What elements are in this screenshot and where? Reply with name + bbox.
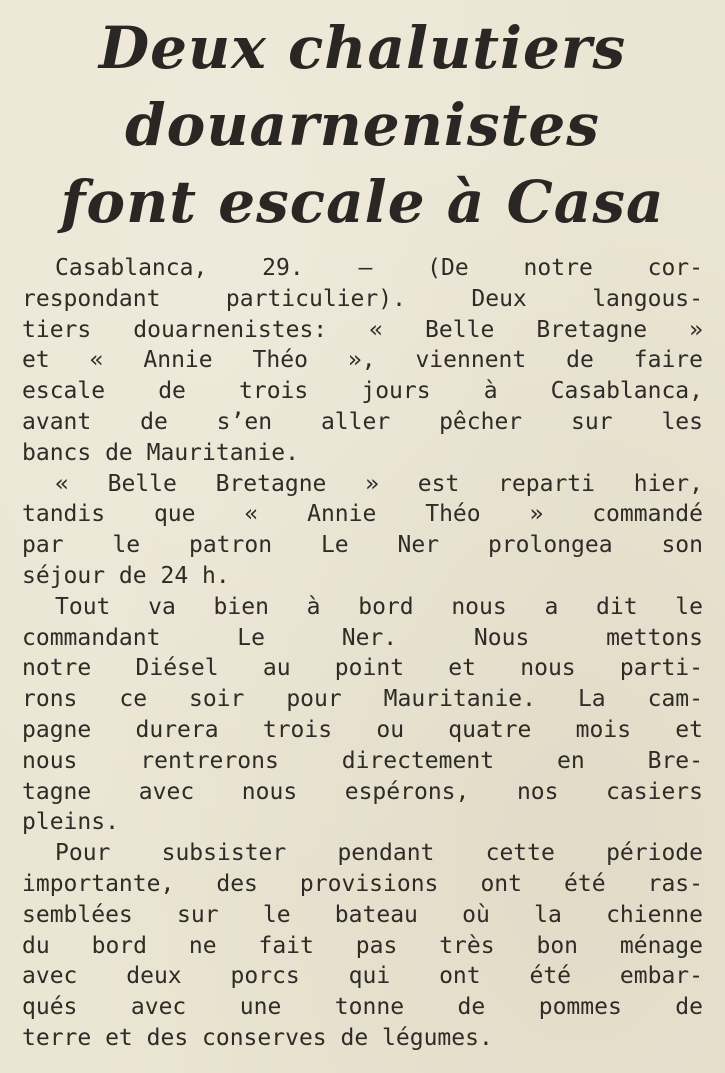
text-line: et « Annie Théo », viennent de faire (22, 347, 703, 374)
paragraph-4 (22, 838, 703, 1054)
text-line: bancs de Mauritanie. (22, 439, 299, 466)
text-line: importante, des provisions ont été ras- (22, 870, 703, 897)
paragraph-3 (22, 592, 703, 838)
text-line: tandis que « Annie Théo » commandé (22, 501, 703, 528)
text-line: qués avec une tonne de pommes de (22, 994, 703, 1021)
headline-line-3: font escale à Casa (60, 168, 665, 236)
text-line: nous rentrerons directement en Bre- (22, 747, 703, 774)
headline-line-2: douarnenistes (125, 91, 600, 159)
text-line: tiers douarnenistes: « Belle Bretagne » (22, 316, 703, 343)
text-line: avant de s’en aller pêcher sur les (22, 408, 703, 435)
text-line: par le patron Le Ner prolongea son (22, 532, 703, 559)
text-line: pagne durera trois ou quatre mois et (22, 716, 703, 743)
text-line: commandant Le Ner. Nous mettons (22, 624, 703, 651)
headline (22, 10, 703, 241)
headline-line-1: Deux chalutiers (98, 14, 627, 82)
text-line: séjour de 24 h. (22, 562, 230, 589)
text-line: avec deux porcs qui ont été embar- (22, 963, 703, 990)
text-line: Pour subsister pendant cette période (55, 840, 703, 867)
text-line: tagne avec nous espérons, nos casiers (22, 778, 703, 805)
text-line: pleins. (22, 809, 119, 836)
text-line: rons ce soir pour Mauritanie. La cam- (22, 686, 703, 713)
text-line: semblées sur le bateau où la chienne (22, 901, 703, 928)
text-line: escale de trois jours à Casablanca, (22, 378, 703, 405)
article-body (22, 253, 703, 1054)
text-line: terre et des conserves de légumes. (22, 1024, 493, 1051)
text-line: Casablanca, 29. — (De notre cor- (55, 255, 703, 281)
text-line: notre Diésel au point et nous parti- (22, 655, 703, 682)
paragraph-2 (22, 469, 703, 592)
text-line: « Belle Bretagne » est reparti hier, (55, 470, 703, 497)
paragraph-1 (22, 253, 703, 469)
text-line: respondant particulier). Deux langous- (22, 285, 703, 312)
text-line: Tout va bien à bord nous a dit le (55, 593, 703, 620)
text-line: du bord ne fait pas très bon ménage (22, 932, 703, 959)
